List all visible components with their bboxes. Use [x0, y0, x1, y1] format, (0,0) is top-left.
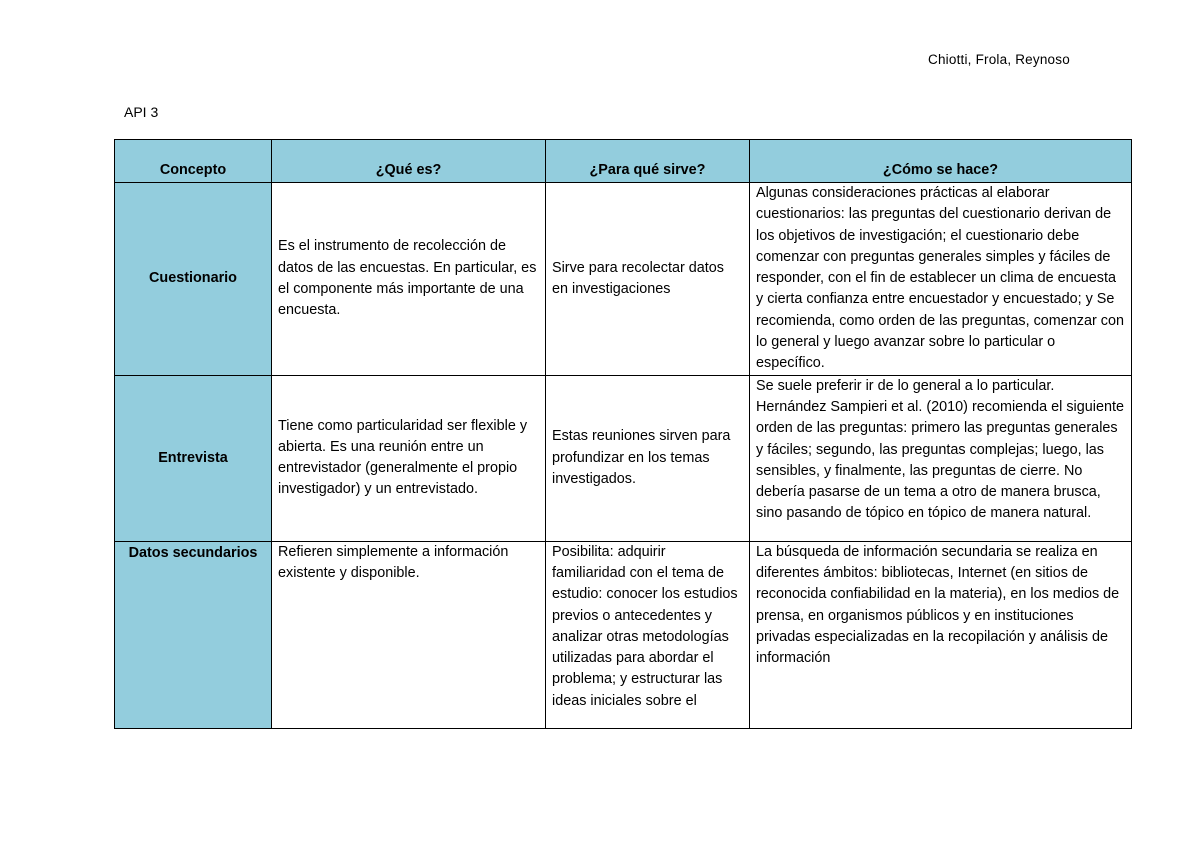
cell-como: Se suele preferir ir de lo general a lo particular. Hernández Sampieri et al. (2010) recomienda el siguiente orden de las preguntas: primero las preguntas generales y fáciles; segundo, las preguntas complejas; luego, las sensibles, y finalmente, las preguntas de cierre. No debería pasarse de un tema a otro de manera brusca, sino pasando de tópico en tópico de manera natural. [750, 375, 1132, 541]
authors-header: Chiotti, Frola, Reynoso [928, 52, 1070, 67]
cell-para-que: Estas reuniones sirven para profundizar en los temas investigados. [546, 375, 750, 541]
cell-que-es: Tiene como particularidad ser flexible y abierta. Es una reunión entre un entrevistador (generalmente el propio investigador) y un entrevistado. [272, 375, 546, 541]
table-row [115, 541, 1132, 728]
concept-label: Datos secundarios [115, 541, 272, 728]
concept-label: Entrevista [115, 375, 272, 541]
cell-como: Algunas consideraciones prácticas al elaborar cuestionarios: las preguntas del cuestionario derivan de los objetivos de investigación; el cuestionario debe comenzar con preguntas generales simples y fáciles de responder, con el fin de establecer un clima de encuesta y cierta confianza entre encuestador y encuestado; y Se recomienda, como orden de las preguntas, comenzar con lo general y luego avanzar sobre lo particular o específico. [750, 183, 1132, 376]
concept-table [114, 139, 1132, 729]
document-title: API 3 [124, 104, 159, 120]
cell-para-que: Posibilita: adquirir familiaridad con el tema de estudio: conocer los estudios previos o antecedentes y analizar otras metodologías utilizadas para abordar el problema; y estructurar las ideas iniciales sobre el [546, 541, 750, 728]
table-row [115, 183, 1132, 376]
table-header-row [115, 140, 1132, 183]
cell-para-que: Sirve para recolectar datos en investigaciones [546, 183, 750, 376]
cell-que-es: Refieren simplemente a información existente y disponible. [272, 541, 546, 728]
column-header-que-es: ¿Qué es? [272, 140, 546, 183]
column-header-concepto: Concepto [115, 140, 272, 183]
column-header-para-que: ¿Para qué sirve? [546, 140, 750, 183]
table-row [115, 375, 1132, 541]
concept-label: Cuestionario [115, 183, 272, 376]
cell-que-es: Es el instrumento de recolección de datos de las encuestas. En particular, es el componente más importante de una encuesta. [272, 183, 546, 376]
cell-como: La búsqueda de información secundaria se realiza en diferentes ámbitos: bibliotecas, Internet (en sitios de reconocida confiabilidad en la materia), en los medios de prensa, en organismos públicos y en instituciones privadas especializadas en la recopilación y análisis de información [750, 541, 1132, 728]
column-header-como: ¿Cómo se hace? [750, 140, 1132, 183]
